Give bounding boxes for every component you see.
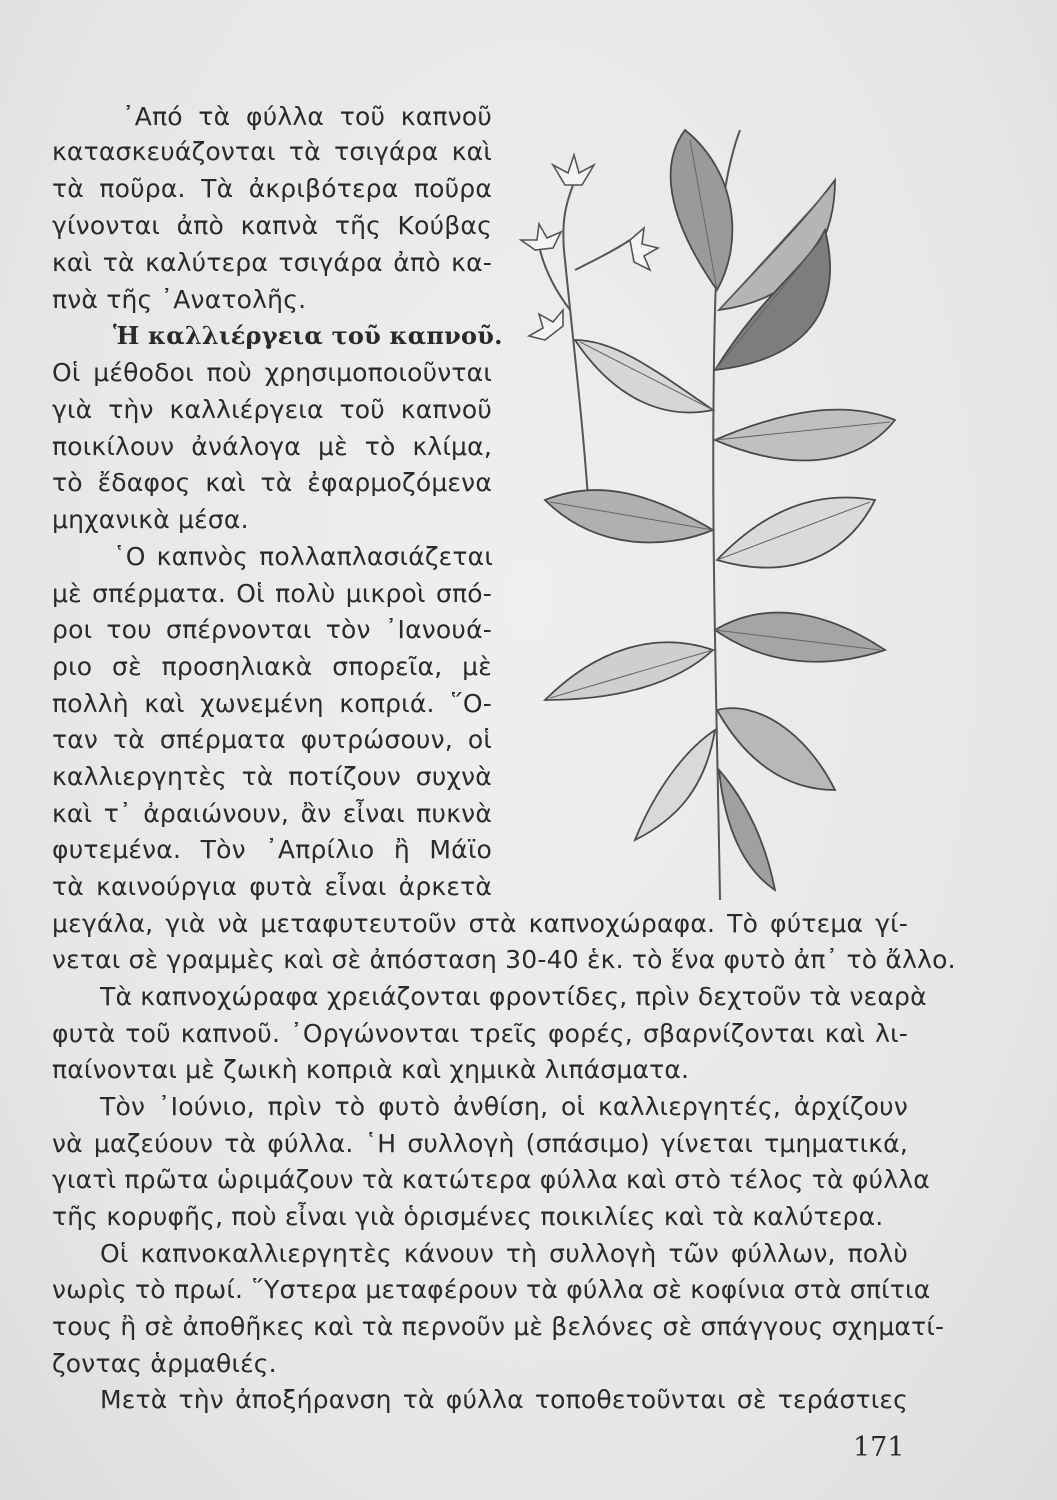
- text-line: τὰ καινούργια φυτὰ εἶναι ἀρκετὰ: [52, 872, 492, 901]
- text-line: νωρὶς τὸ πρωί. ῞Υστερα μεταφέρουν τὰ φύλλα σὲ κοφίνια στὰ σπίτια: [52, 1275, 931, 1304]
- text-line: μεγάλα, γιὰ νὰ μεταφυτευτοῦν στὰ καπνοχώραφα. Τὸ φύτεμα γί-: [52, 909, 908, 938]
- text-line: ροι του σπέρνονται τὸν ᾿Ιανουά-: [52, 615, 492, 644]
- text-line: νὰ μαζεύουν τὰ φύλλα. ῾Η συλλογὴ (σπάσιμο) γίνεται τμηματικά,: [52, 1129, 908, 1158]
- text-line: τὰ ποῦρα. Τὰ ἀκριβότερα ποῦρα: [52, 174, 492, 203]
- text-line: Τὸν ᾿Ιούνιο, πρὶν τὸ φυτὸ ἀνθίση, οἱ καλλιεργητές, ἀρχίζουν: [100, 1092, 908, 1121]
- text-line: γιατὶ πρῶτα ὡριμάζουν τὰ κατώτερα φύλλα καὶ στὸ τέλος τὰ φύλλα: [52, 1165, 930, 1194]
- text-line: καὶ τὰ καλύτερα τσιγάρα ἀπὸ κα-: [52, 248, 492, 277]
- text-line: πολλὴ καὶ χωνεμένη κοπριά. ῞Ο-: [52, 689, 492, 718]
- text-line: γίνονται ἀπὸ καπνὰ τῆς Κούβας: [52, 211, 492, 240]
- text-line: καλλιεργητὲς τὰ ποτίζουν συχνὰ: [52, 762, 492, 791]
- text-line: παίνονται μὲ ζωικὴ κοπριὰ καὶ χημικὰ λιπάσματα.: [52, 1055, 690, 1084]
- text-line: νεται σὲ γραμμὲς καὶ σὲ ἀπόσταση 30-40 ἑκ. τὸ ἕνα φυτὸ ἀπ᾿ τὸ ἄλλο.: [52, 945, 956, 974]
- text-line: ῾Ο καπνὸς πολλαπλασιάζεται: [113, 542, 493, 571]
- text-line: τὸ ἔδαφος καὶ τὰ ἐφαρμοζόμενα: [52, 468, 492, 497]
- text-line: φυτεμένα. Τὸν ᾿Απρίλιο ἢ Μάϊο: [52, 835, 492, 864]
- text-line: γιὰ τὴν καλλιέργεια τοῦ καπνοῦ: [52, 395, 492, 424]
- section-heading: Ἡ καλλιέργεια τοῦ καπνοῦ.: [113, 321, 503, 350]
- text-line: ζοντας ἁρμαθιές.: [52, 1349, 277, 1378]
- text-line: τους ἢ σὲ ἀποθῆκες καὶ τὰ περνοῦν μὲ βελόνες σὲ σπάγγους σχηματί-: [52, 1312, 945, 1341]
- text-line: καὶ τ᾿ ἀραιώνουν, ἂν εἶναι πυκνὰ: [52, 799, 492, 828]
- text-line: Οἱ μέθοδοι ποὺ χρησιμοποιοῦνται: [52, 358, 492, 387]
- text-line: μηχανικὰ μέσα.: [52, 505, 249, 534]
- text-line: πνὰ τῆς ᾿Ανατολῆς.: [52, 285, 307, 314]
- text-line: ταν τὰ σπέρματα φυτρώσουν, οἱ: [52, 725, 492, 754]
- page-number: 171: [853, 1432, 905, 1463]
- text-line: μὲ σπέρματα. Οἱ πολὺ μικροὶ σπό-: [52, 579, 492, 608]
- text-line: ριο σὲ προσηλιακὰ σπορεῖα, μὲ: [52, 652, 492, 681]
- text-line: Μετὰ τὴν ἀποξήρανση τὰ φύλλα τοποθετοῦνται σὲ τεράστιες: [100, 1385, 908, 1414]
- tobacco-plant-illustration: [505, 110, 940, 910]
- text-line: κατασκευάζονται τὰ τσιγάρα καὶ: [52, 137, 492, 166]
- text-line: ποικίλουν ἀνάλογα μὲ τὸ κλίμα,: [52, 432, 492, 461]
- text-line: τῆς κορυφῆς, ποὺ εἶναι γιὰ ὁρισμένες ποικιλίες καὶ τὰ καλύτερα.: [52, 1202, 884, 1231]
- text-line: Τὰ καπνοχώραφα χρειάζονται φροντίδες, πρὶν δεχτοῦν τὰ νεαρὰ: [100, 982, 927, 1011]
- text-line: Οἱ καπνοκαλλιεργητὲς κάνουν τὴ συλλογὴ τῶν φύλλων, πολὺ: [100, 1239, 908, 1268]
- text-line: ᾿Από τὰ φύλλα τοῦ καπνοῦ: [122, 102, 492, 131]
- text-line: φυτὰ τοῦ καπνοῦ. ᾿Οργώνονται τρεῖς φορές, σβαρνίζονται καὶ λι-: [52, 1019, 908, 1048]
